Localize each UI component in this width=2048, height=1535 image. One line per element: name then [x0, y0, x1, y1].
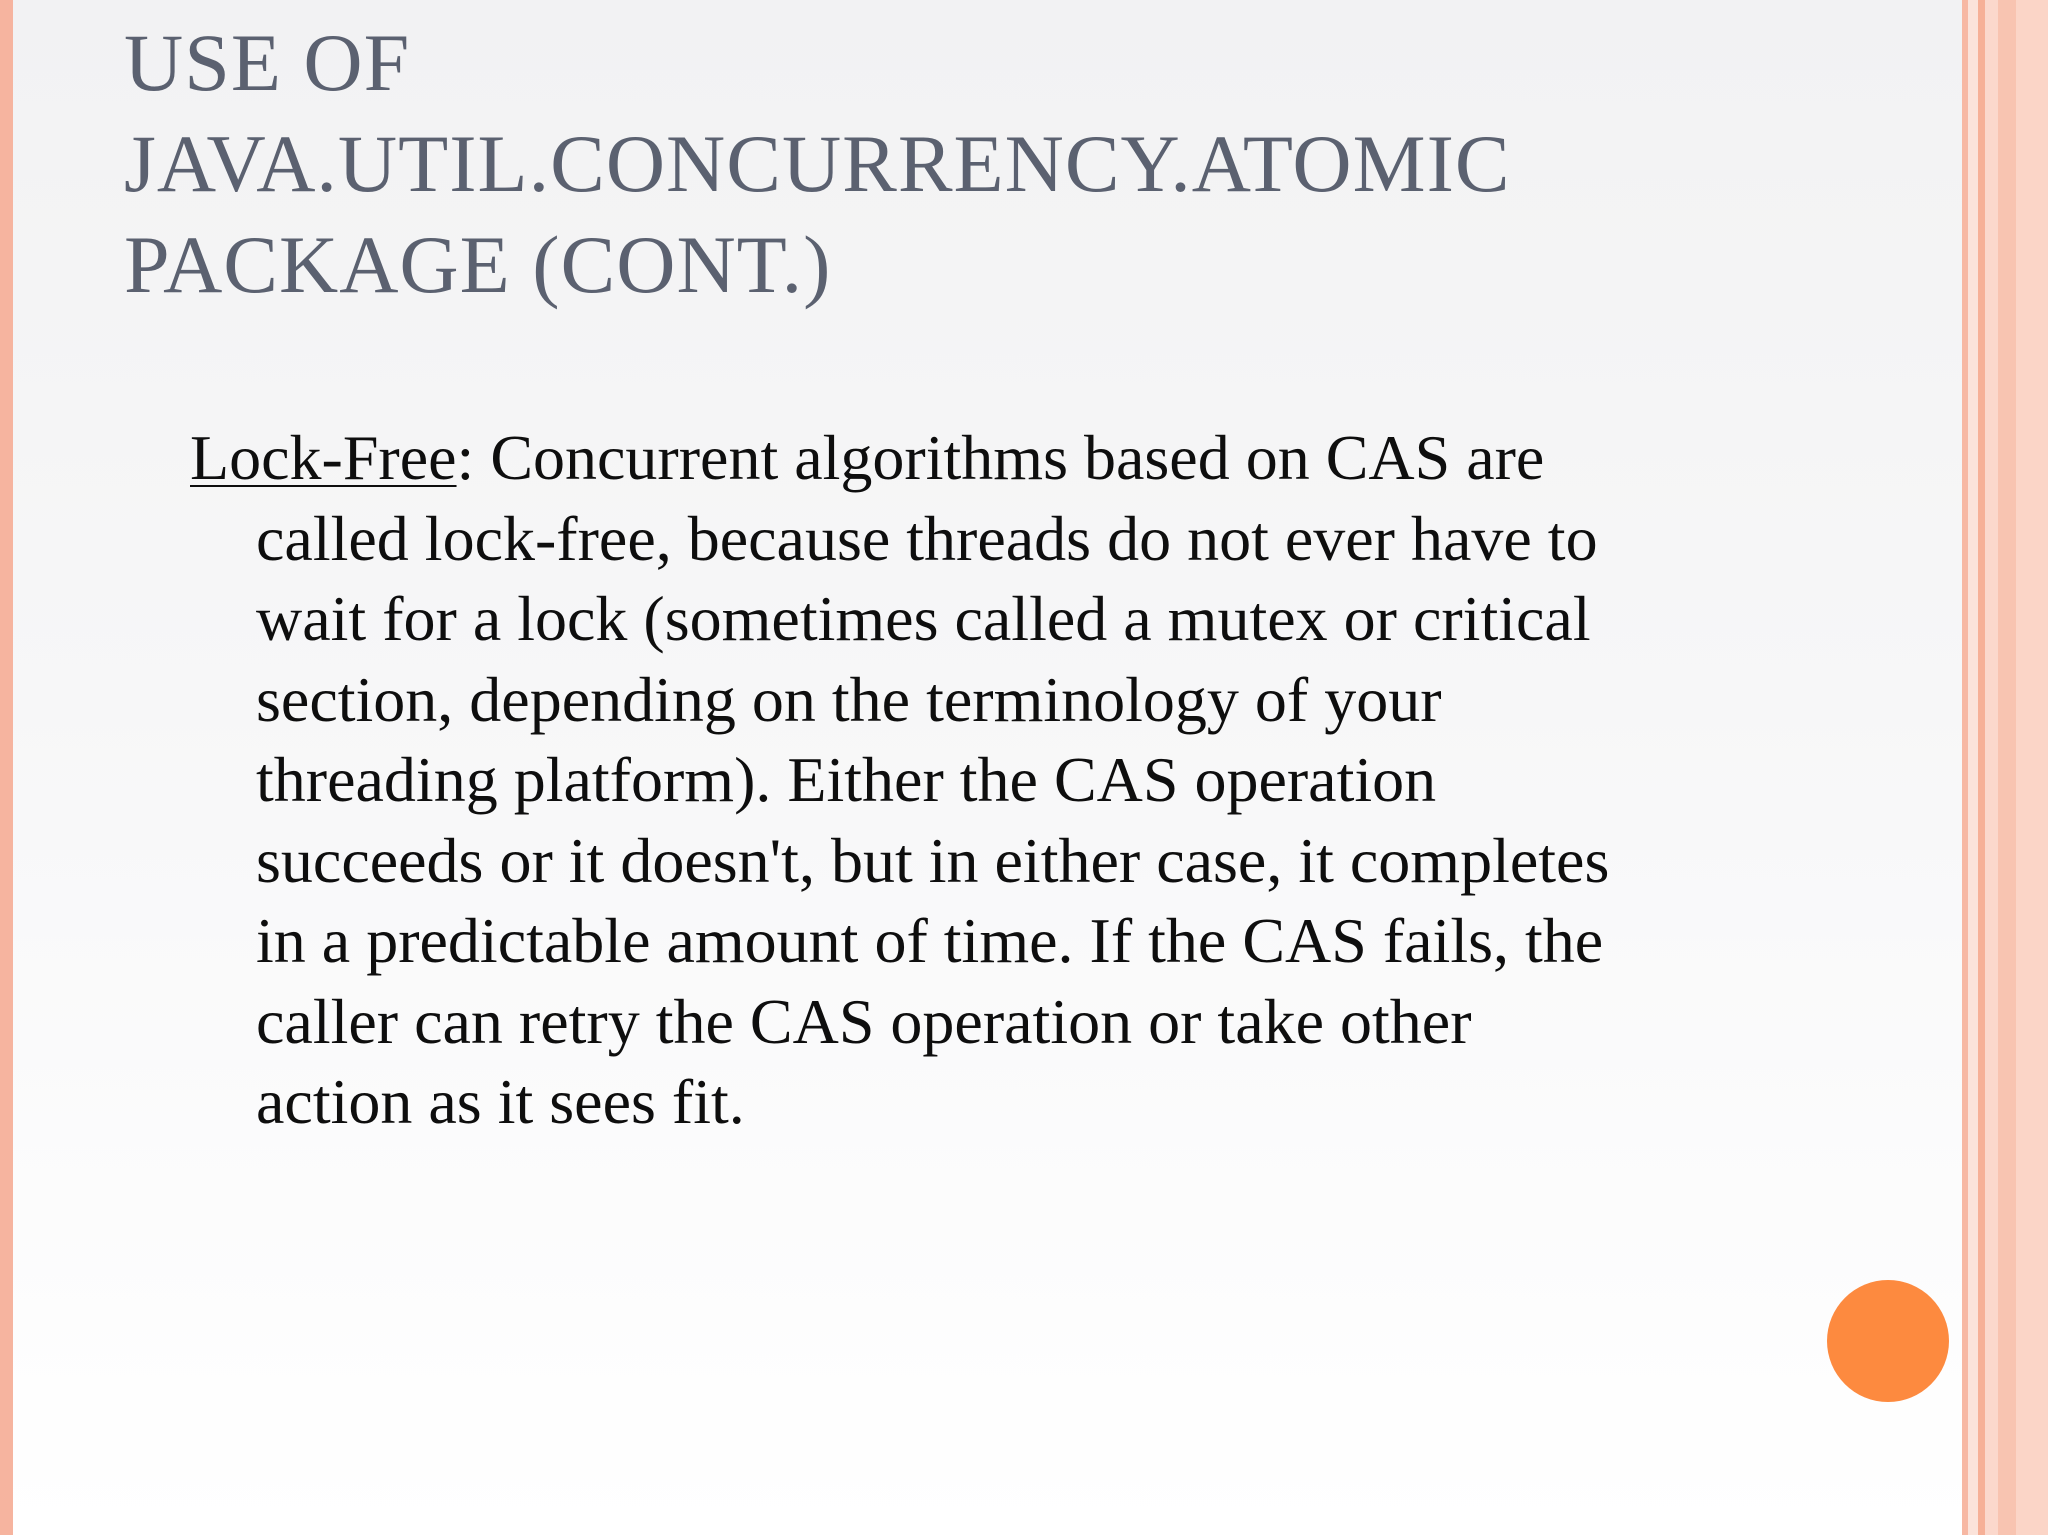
- body-line: action as it sees fit.: [256, 1066, 745, 1137]
- body-paragraph: [190, 418, 1930, 1143]
- title-line: USE OF: [124, 17, 411, 108]
- body-line-first: [190, 418, 1930, 499]
- slide-title: [124, 12, 1924, 315]
- body-line: called lock-free, because threads do not ever have to: [256, 502, 1598, 574]
- right-border-stripe: [1978, 0, 1985, 1535]
- left-border-stripe: [0, 0, 13, 1535]
- decorative-orange-circle: [1827, 1280, 1949, 1402]
- body-line: section, depending on the terminology of your: [256, 663, 1442, 735]
- body-line: wait for a lock (sometimes called a mutex or critical: [256, 583, 1591, 654]
- right-border-stripe: [1998, 0, 2016, 1535]
- right-border-stripe: [1985, 0, 1998, 1535]
- body-line: threading platform). Either the CAS operation: [256, 744, 1437, 815]
- right-border-stripe: [1968, 0, 1978, 1535]
- title-line: JAVA.UTIL.CONCURRENCY.ATOMIC: [124, 118, 1511, 209]
- body-line: caller can retry the CAS operation or take other: [256, 985, 1472, 1057]
- body-line: succeeds or it doesn't, but in either case, it completes: [256, 824, 1610, 896]
- title-line: PACKAGE (CONT.): [124, 219, 832, 310]
- lock-free-term: Lock-Free: [190, 422, 457, 493]
- right-border-stripe: [2016, 0, 2048, 1535]
- body-line: in a predictable amount of time. If the CAS fails, the: [256, 905, 1604, 976]
- first-line-text: : Concurrent algorithms based on CAS are: [456, 422, 1545, 493]
